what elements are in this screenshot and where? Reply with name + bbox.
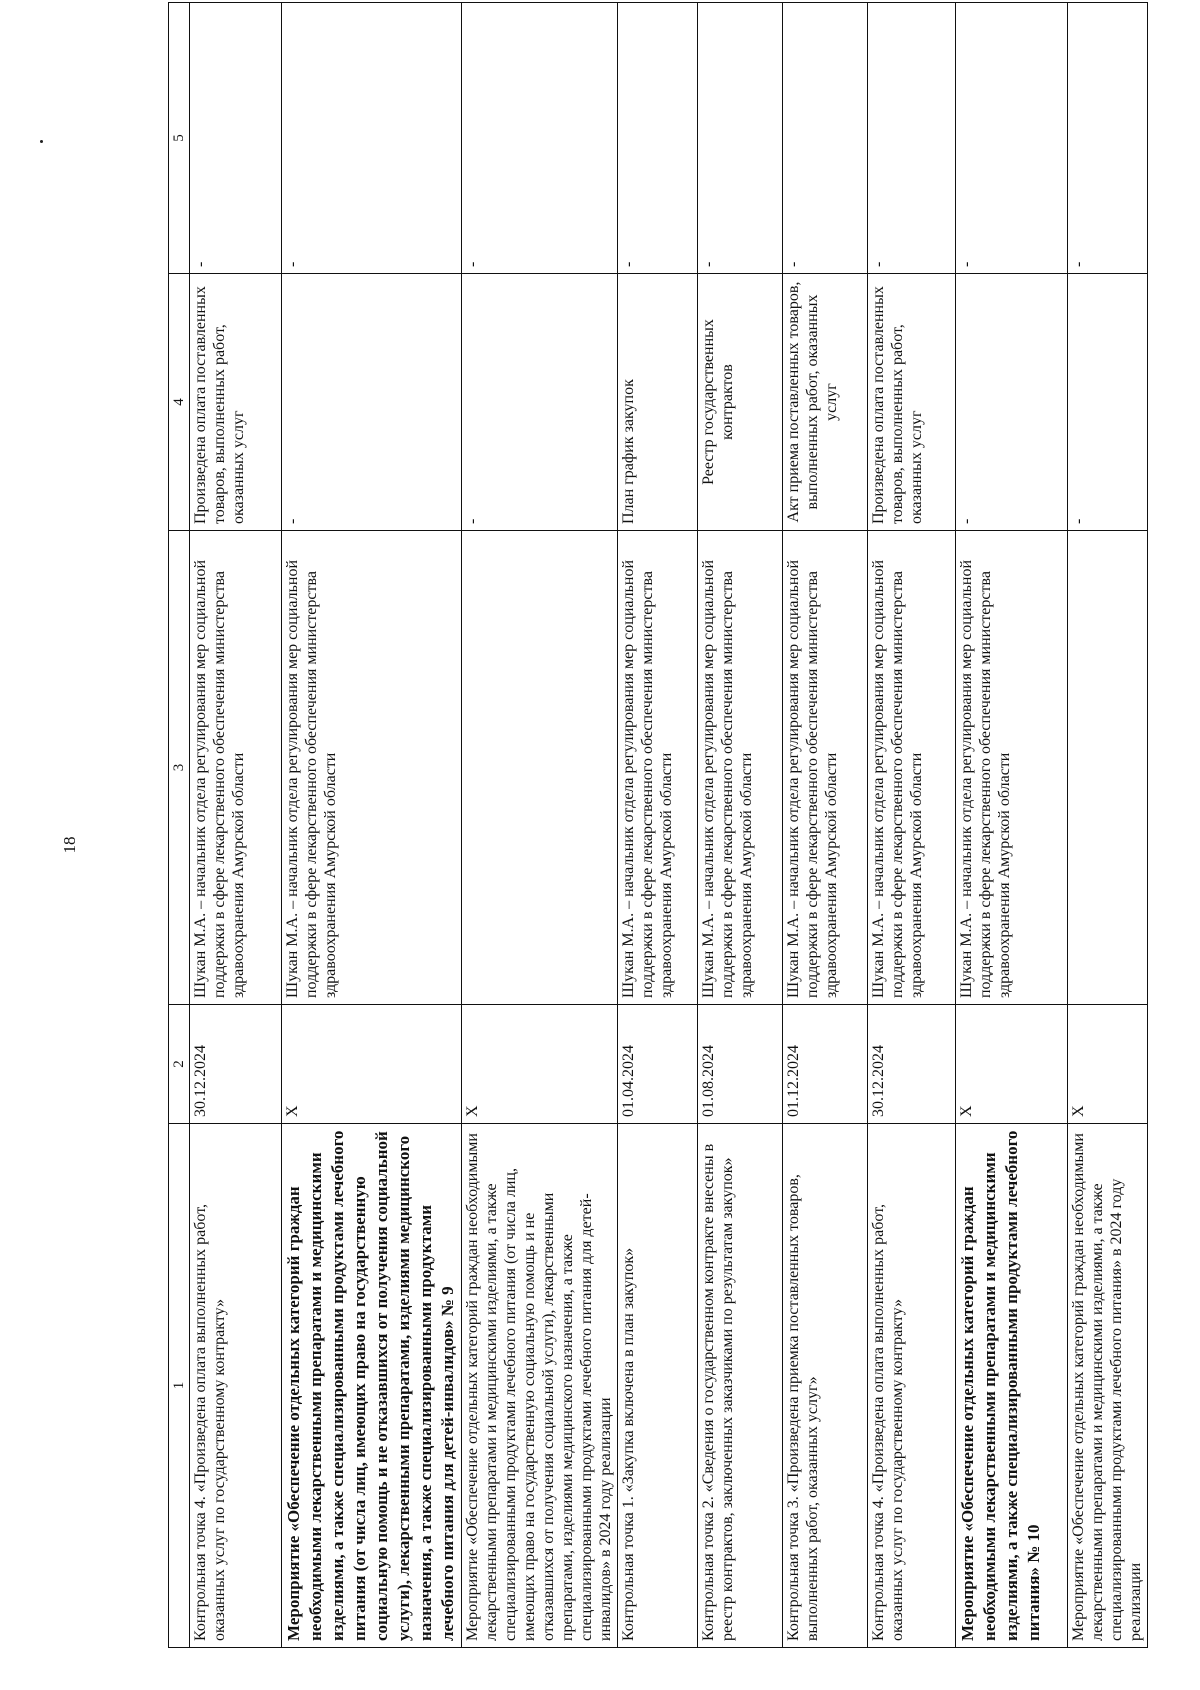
notes-cell: - bbox=[1068, 3, 1148, 274]
deadline-cell: 01.04.2024 bbox=[618, 1005, 698, 1124]
schedule-table bbox=[168, 2, 1148, 1648]
notes-cell: - bbox=[698, 3, 783, 274]
column-header-4: 4 bbox=[169, 274, 190, 531]
notes-cell: - bbox=[462, 3, 618, 274]
responsible-cell: Шукан М.А. – начальник отдела регулирования мер социальной поддержки в сфере лекарственного обеспечения министерства здравоохранения Амурской области bbox=[698, 531, 783, 1005]
table-row bbox=[956, 3, 1068, 1648]
notes-cell: - bbox=[956, 3, 1068, 274]
result-document-cell: - bbox=[956, 274, 1068, 531]
result-document-cell: Произведена оплата поставленных товаров, выполненных работ, оказанных услуг bbox=[868, 274, 956, 531]
deadline-cell: Х bbox=[1068, 1005, 1148, 1124]
notes-cell: - bbox=[868, 3, 956, 274]
notes-cell: - bbox=[190, 3, 282, 274]
responsible-cell bbox=[1068, 531, 1148, 1005]
table-row bbox=[282, 3, 462, 1648]
table-row bbox=[618, 3, 698, 1648]
notes-cell: - bbox=[282, 3, 462, 274]
responsible-cell bbox=[462, 531, 618, 1005]
result-document-cell: Произведена оплата поставленных товаров, выполненных работ, оказанных услуг bbox=[190, 274, 282, 531]
result-document-cell: - bbox=[282, 274, 462, 531]
rotated-table-wrapper bbox=[168, 48, 1168, 1648]
responsible-cell: Шукан М.А. – начальник отдела регулирования мер социальной поддержки в сфере лекарственного обеспечения министерства здравоохранения Амурской области bbox=[190, 531, 282, 1005]
table-row bbox=[698, 3, 783, 1648]
page-number: 18 bbox=[60, 836, 79, 854]
responsible-cell: Шукан М.А. – начальник отдела регулирования мер социальной поддержки в сфере лекарственного обеспечения министерства здравоохранения Амурской области bbox=[868, 531, 956, 1005]
result-document-cell: Акт приема поставленных товаров, выполненных работ, оказанных услуг bbox=[783, 274, 868, 531]
activity-cell: Мероприятие «Обеспечение отдельных категорий граждан необходимыми лекарственными препаратами и медицинскими изделиями, а также специализированными продуктами лечебного питания (от числа лиц, имеющих право на государственную социальную помощь и не отказавшихся от получения социальной услуги), лекарственными препаратами, изделиями медицинского назначения, а также специализированными продуктами лечебного питания для детей-инвалидов» № 9 bbox=[282, 1124, 462, 1648]
notes-cell: - bbox=[618, 3, 698, 274]
responsible-cell: Шукан М.А. – начальник отдела регулирования мер социальной поддержки в сфере лекарственного обеспечения министерства здравоохранения Амурской области bbox=[618, 531, 698, 1005]
deadline-cell: 30.12.2024 bbox=[190, 1005, 282, 1124]
column-header-1: 1 bbox=[169, 1124, 190, 1648]
responsible-cell: Шукан М.А. – начальник отдела регулирования мер социальной поддержки в сфере лекарственного обеспечения министерства здравоохранения Амурской области bbox=[783, 531, 868, 1005]
deadline-cell: Х bbox=[462, 1005, 618, 1124]
deadline-cell: 30.12.2024 bbox=[868, 1005, 956, 1124]
responsible-cell: Шукан М.А. – начальник отдела регулирования мер социальной поддержки в сфере лекарственного обеспечения министерства здравоохранения Амурской области bbox=[956, 531, 1068, 1005]
activity-cell: Контрольная точка 3. «Произведена приемка поставленных товаров, выполненных работ, оказанных услуг» bbox=[783, 1124, 868, 1648]
activity-cell: Контрольная точка 4. «Произведена оплата выполненных работ, оказанных услуг по государственному контракту» bbox=[868, 1124, 956, 1648]
activity-cell: Мероприятие «Обеспечение отдельных категорий граждан необходимыми лекарственными препаратами и медицинскими изделиями, а также специализированными продуктами лечебного питания (от числа лиц, имеющих право на государственную социальную помощь и не отказавшихся от получения социальной услуги), лекарственными препаратами, изделиями медицинского назначения, а также специализированными продуктами лечебного питания для детей-инвалидов» в 2024 году реализации bbox=[462, 1124, 618, 1648]
column-header-2: 2 bbox=[169, 1005, 190, 1124]
result-document-cell: - bbox=[1068, 274, 1148, 531]
table-row bbox=[462, 3, 618, 1648]
deadline-cell: 01.08.2024 bbox=[698, 1005, 783, 1124]
table-header-row bbox=[169, 3, 190, 1648]
activity-cell: Мероприятие «Обеспечение отдельных категорий граждан необходимыми лекарственными препаратами и медицинскими изделиями, а также специализированными продуктами лечебного питания» № 10 bbox=[956, 1124, 1068, 1648]
table-row bbox=[783, 3, 868, 1648]
responsible-cell: Шукан М.А. – начальник отдела регулирования мер социальной поддержки в сфере лекарственного обеспечения министерства здравоохранения Амурской области bbox=[282, 531, 462, 1005]
activity-cell: Контрольная точка 4. «Произведена оплата выполненных работ, оказанных услуг по государственному контракту» bbox=[190, 1124, 282, 1648]
scan-speck bbox=[40, 140, 43, 143]
notes-cell: - bbox=[783, 3, 868, 274]
result-document-cell: План график закупок bbox=[618, 274, 698, 531]
deadline-cell: Х bbox=[282, 1005, 462, 1124]
table-row bbox=[868, 3, 956, 1648]
activity-cell: Контрольная точка 2. «Сведения о государственном контракте внесены в реестр контрактов, заключенных заказчиками по результатам закупок» bbox=[698, 1124, 783, 1648]
activity-cell: Мероприятие «Обеспечение отдельных категорий граждан необходимыми лекарственными препаратами и медицинскими изделиями, а также специализированными продуктами лечебного питания» в 2024 году реализации bbox=[1068, 1124, 1148, 1648]
table-row bbox=[190, 3, 282, 1648]
result-document-cell: - bbox=[462, 274, 618, 531]
table-row bbox=[1068, 3, 1148, 1648]
deadline-cell: 01.12.2024 bbox=[783, 1005, 868, 1124]
result-document-cell: Реестр государственных контрактов bbox=[698, 274, 783, 531]
column-header-5: 5 bbox=[169, 3, 190, 274]
deadline-cell: Х bbox=[956, 1005, 1068, 1124]
column-header-3: 3 bbox=[169, 531, 190, 1005]
activity-cell: Контрольная точка 1. «Закупка включена в план закупок» bbox=[618, 1124, 698, 1648]
